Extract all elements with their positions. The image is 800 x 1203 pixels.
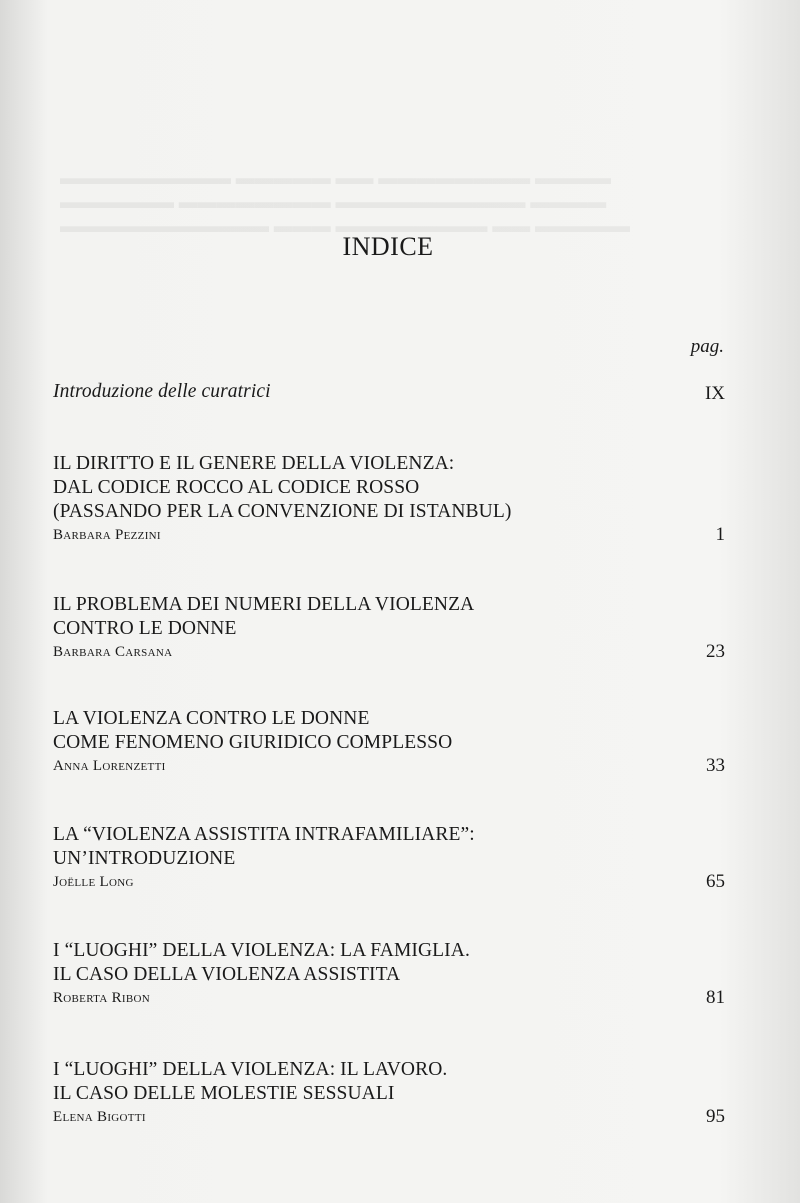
entry-page-number: 33: [706, 755, 725, 776]
entry-author: Barbara Carsana: [53, 644, 173, 660]
entry-title-line: IL DIRITTO E IL GENERE DELLA VIOLENZA:: [53, 453, 455, 474]
entry-page-number: 1: [715, 524, 725, 545]
toc-entry[interactable]: [53, 452, 725, 545]
entry-author: Anna Lorenzetti: [53, 758, 166, 774]
bleed-through-text: ▬▬▬▬ ▬▬▬▬▬▬▬▬ ▬▬ ▬▬▬▬▬ ▬▬▬▬▬▬▬▬▬: [60, 168, 611, 189]
entry-author: Barbara Pezzini: [53, 527, 161, 543]
entry-title-line: CONTRO LE DONNE: [53, 618, 237, 639]
entry-page-number: 23: [706, 641, 725, 662]
entry-title-line: COME FENOMENO GIURIDICO COMPLESSO: [53, 732, 453, 753]
toc-entry[interactable]: [53, 380, 725, 404]
toc-entry[interactable]: [53, 1058, 725, 1127]
entry-page-number: IX: [704, 383, 725, 404]
entry-title-line: IL CASO DELLA VIOLENZA ASSISTITA: [53, 964, 401, 985]
entry-title-line: LA VIOLENZA CONTRO LE DONNE: [53, 708, 370, 729]
entry-author: Roberta Ribon: [53, 990, 151, 1006]
bleed-through-text: ▬▬▬▬ ▬▬▬▬▬▬▬▬▬▬ ▬▬▬▬▬▬▬▬ ▬▬▬▬▬▬: [60, 192, 607, 213]
entry-title-line: IL PROBLEMA DEI NUMERI DELLA VIOLENZA: [53, 594, 475, 615]
page-column-label: pag.: [690, 336, 724, 357]
toc-entry[interactable]: [53, 593, 725, 662]
entry-title-line: UN’INTRODUZIONE: [53, 848, 236, 869]
entry-page-number: 65: [706, 871, 725, 892]
entry-title-line: I “LUOGHI” DELLA VIOLENZA: IL LAVORO.: [53, 1059, 448, 1080]
entry-title-line: IL CASO DELLE MOLESTIE SESSUALI: [53, 1083, 395, 1104]
entry-page-number: 81: [706, 987, 725, 1008]
entry-title-line: I “LUOGHI” DELLA VIOLENZA: LA FAMIGLIA.: [53, 940, 470, 961]
bleed-through-text: ▬▬▬▬▬ ▬▬ ▬▬▬▬▬▬▬▬ ▬▬▬ ▬▬▬▬▬▬▬▬▬▬▬: [60, 216, 630, 237]
entry-title-line: DAL CODICE ROCCO AL CODICE ROSSO: [53, 477, 420, 498]
page-title: INDICE: [342, 232, 434, 261]
toc-entry[interactable]: [53, 823, 725, 892]
toc-entry[interactable]: [53, 707, 725, 776]
toc-entry[interactable]: [53, 939, 725, 1008]
entry-author: Elena Bigotti: [53, 1109, 146, 1125]
entry-title-line: Introduzione delle curatrici: [53, 381, 271, 402]
entry-page-number: 95: [706, 1106, 725, 1127]
entry-author: Joëlle Long: [53, 874, 134, 890]
entry-title-line: LA “VIOLENZA ASSISTITA INTRAFAMILIARE”:: [53, 824, 475, 845]
entry-title-line: (PASSANDO PER LA CONVENZIONE DI ISTANBUL): [53, 501, 512, 522]
